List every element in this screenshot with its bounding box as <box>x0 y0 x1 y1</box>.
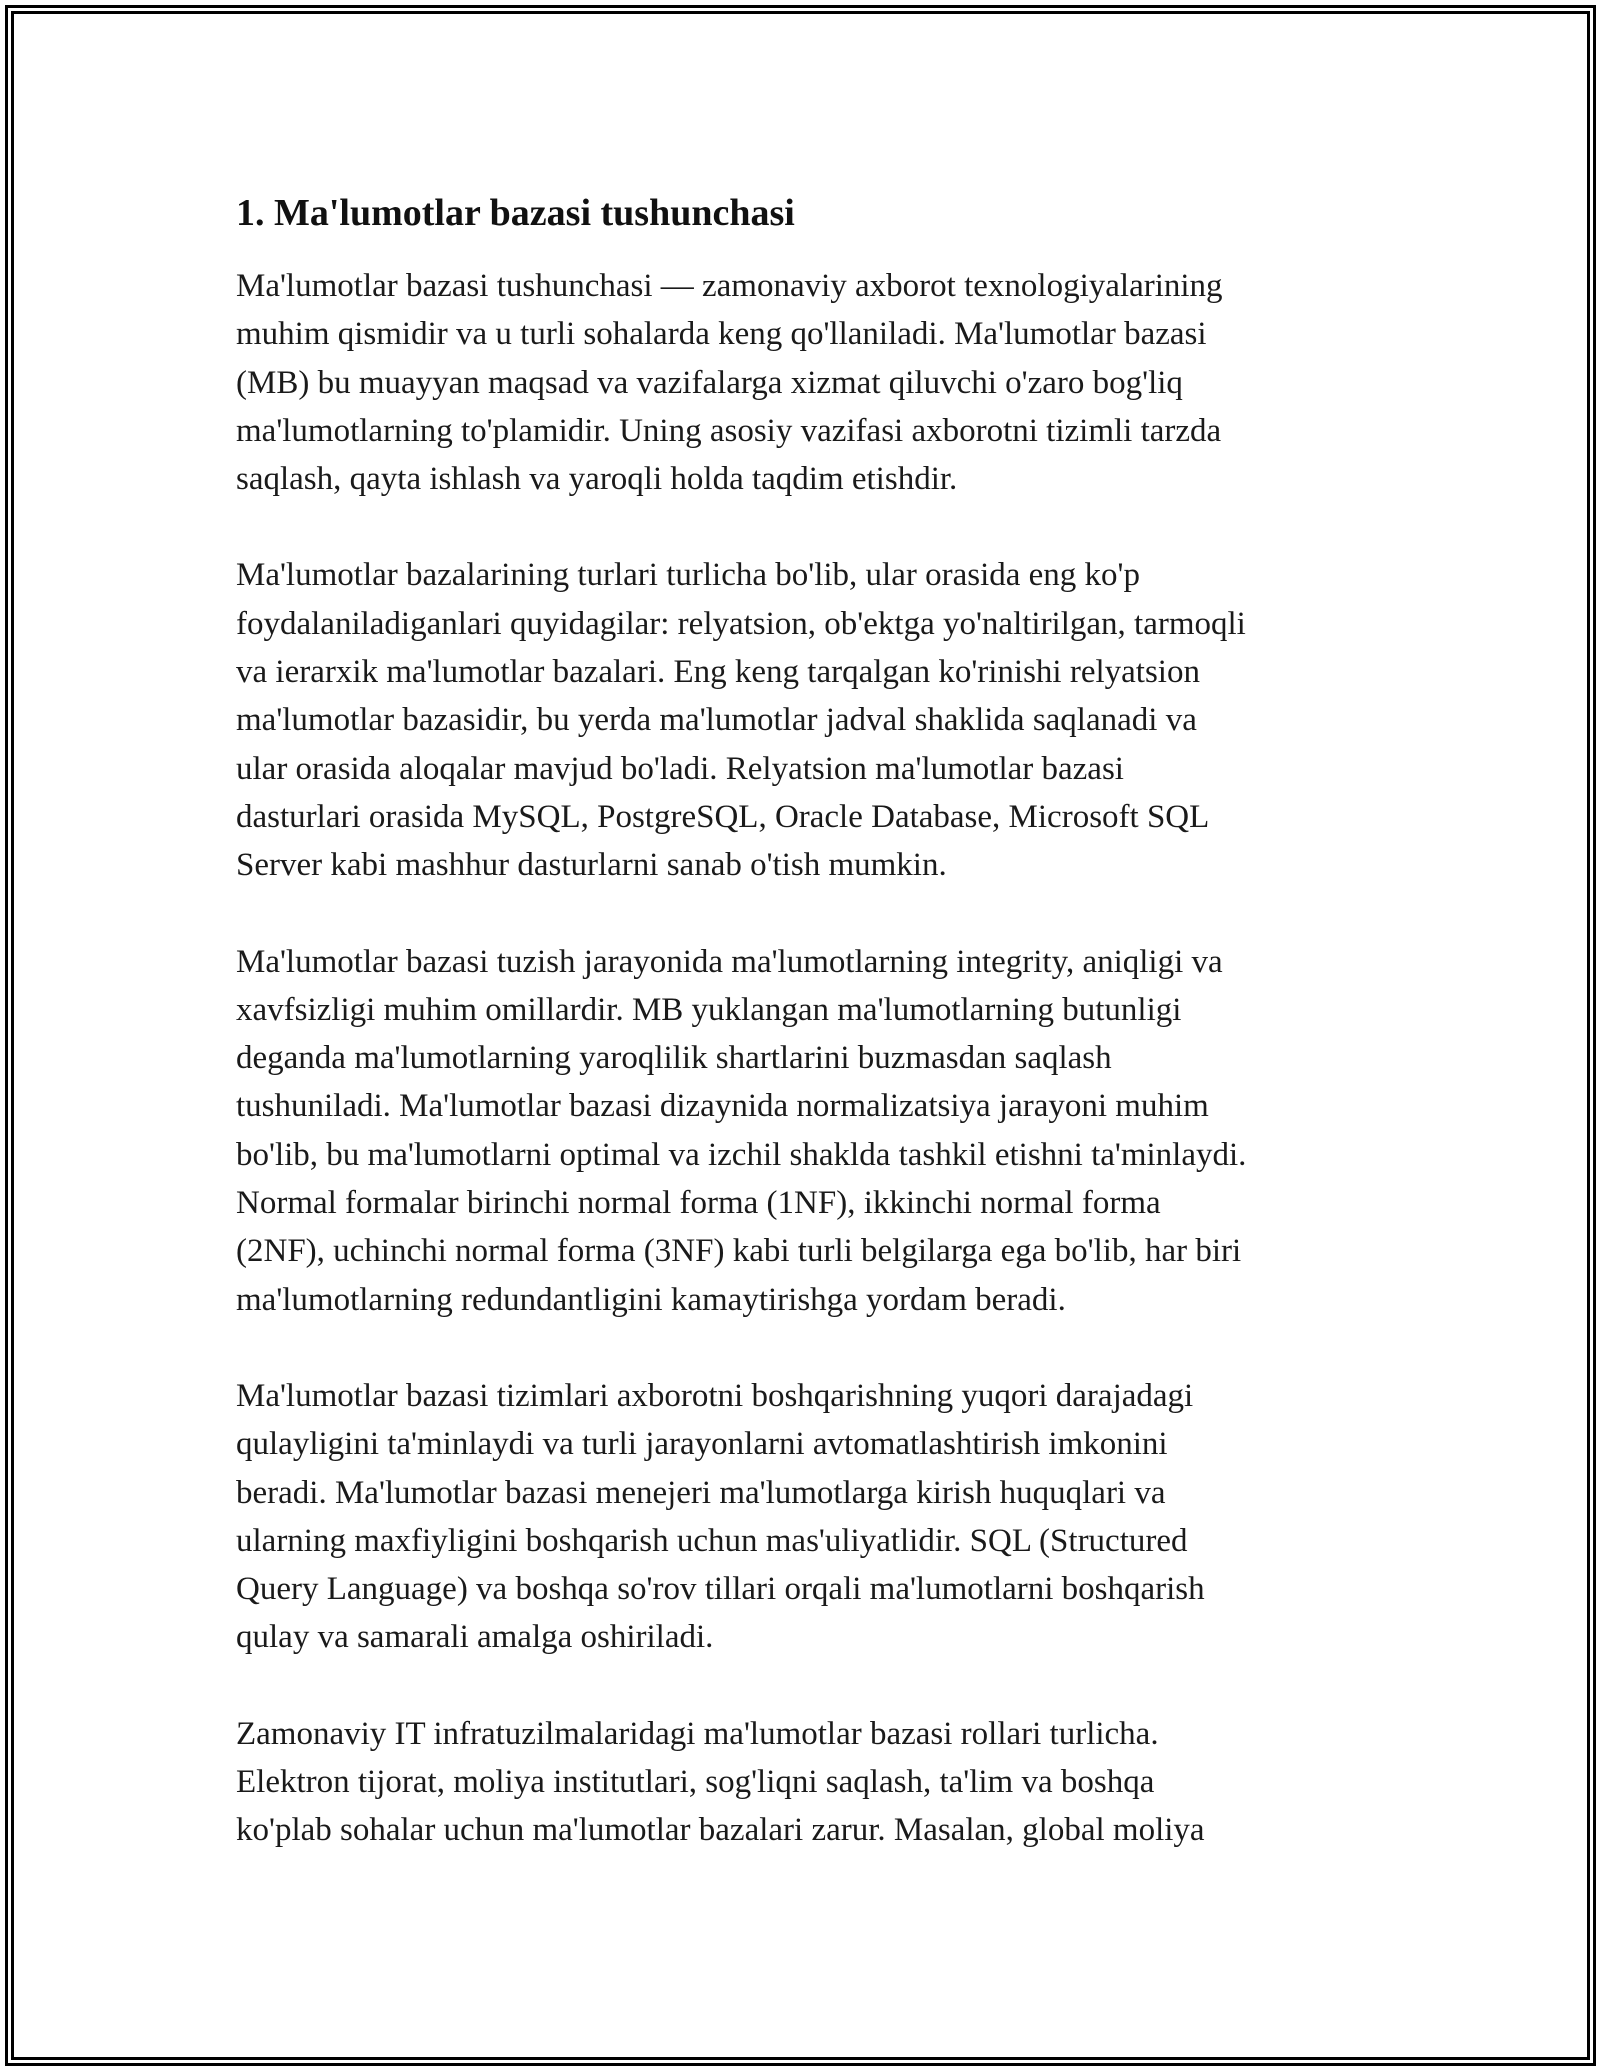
paragraph-line: Server kabi mashhur dasturlarni sanab o'tish mumkin. <box>236 847 947 884</box>
paragraph-line: Elektron tijorat, moliya institutlari, sog'liqni saqlash, ta'lim va boshqa <box>236 1764 1155 1801</box>
paragraph-line: bo'lib, bu ma'lumotlarni optimal va izchil shaklda tashkil etishni ta'minlaydi. <box>236 1136 1247 1173</box>
paragraph-4 <box>236 1372 1386 1662</box>
paragraph-line: ular orasida aloqalar mavjud bo'ladi. Relyatsion ma'lumotlar bazasi <box>236 750 1124 787</box>
paragraph-3 <box>236 938 1386 1324</box>
paragraph-line: va ierarxik ma'lumotlar bazalari. Eng keng tarqalgan ko'rinishi relyatsion <box>236 654 1200 691</box>
paragraph-line: xavfsizligi muhim omillardir. MB yuklangan ma'lumotlarning butunligi <box>236 991 1182 1028</box>
paragraph-1 <box>236 262 1386 503</box>
paragraph-line: ma'lumotlarning to'plamidir. Uning asosiy vazifasi axborotni tizimli tarzda <box>236 412 1222 449</box>
section-heading: 1. Ma'lumotlar bazasi tushunchasi <box>236 192 795 234</box>
paragraph-line: tushuniladi. Ma'lumotlar bazasi dizaynida normalizatsiya jarayoni muhim <box>236 1088 1209 1125</box>
paragraph-line: Ma'lumotlar bazasi tuzish jarayonida ma'lumotlarning integrity, aniqligi va <box>236 943 1223 980</box>
paragraph-line: beradi. Ma'lumotlar bazasi menejeri ma'lumotlarga kirish huquqlari va <box>236 1474 1166 1511</box>
paragraph-line: Ma'lumotlar bazalarining turlari turlicha bo'lib, ular orasida eng ko'p <box>236 557 1140 594</box>
paragraph-line: qulay va samarali amalga oshiriladi. <box>236 1619 714 1656</box>
paragraph-line: foydalaniladiganlari quyidagilar: relyatsion, ob'ektga yo'naltirilgan, tarmoqli <box>236 605 1246 642</box>
paragraph-line: muhim qismidir va u turli sohalarda keng qo'llaniladi. Ma'lumotlar bazasi <box>236 316 1207 353</box>
paragraph-line: Query Language) va boshqa so'rov tillari orqali ma'lumotlarni boshqarish <box>236 1571 1205 1608</box>
paragraph-line: Normal formalar birinchi normal forma (1NF), ikkinchi normal forma <box>236 1185 1161 1222</box>
paragraph-line: (2NF), uchinchi normal forma (3NF) kabi turli belgilarga ega bo'lib, har biri <box>236 1233 1242 1270</box>
paragraph-line: Zamonaviy IT infratuzilmalaridagi ma'lumotlar bazasi rollari turlicha. <box>236 1715 1159 1752</box>
paragraph-line: ularning maxfiyligini boshqarish uchun mas'uliyatlidir. SQL (Structured <box>236 1522 1188 1559</box>
paragraph-line: qulayligini ta'minlaydi va turli jarayonlarni avtomatlashtirish imkonini <box>236 1426 1168 1463</box>
paragraph-line: ma'lumotlar bazasidir, bu yerda ma'lumotlar jadval shaklida saqlanadi va <box>236 702 1197 739</box>
paragraph-line: Ma'lumotlar bazasi tizimlari axborotni boshqarishning yuqori darajadagi <box>236 1377 1194 1414</box>
document-body <box>236 188 1386 1903</box>
paragraph-line: Ma'lumotlar bazasi tushunchasi — zamonaviy axborot texnologiyalarining <box>236 268 1223 304</box>
paragraph-line: dasturlari orasida MySQL, PostgreSQL, Oracle Database, Microsoft SQL <box>236 798 1210 835</box>
paragraph-line: ma'lumotlarning redundantligini kamaytirishga yordam beradi. <box>236 1281 1066 1318</box>
paragraph-line: ko'plab sohalar uchun ma'lumotlar bazalari zarur. Masalan, global moliya <box>236 1812 1205 1849</box>
paragraph-line: saqlash, qayta ishlash va yaroqli holda taqdim etishdir. <box>236 461 958 498</box>
paragraph-5 <box>236 1710 1386 1855</box>
paragraph-2 <box>236 551 1386 889</box>
paragraph-line: (MB) bu muayyan maqsad va vazifalarga xizmat qiluvchi o'zaro bog'liq <box>236 364 1183 401</box>
paragraph-line: deganda ma'lumotlarning yaroqlilik shartlarini buzmasdan saqlash <box>236 1040 1112 1077</box>
